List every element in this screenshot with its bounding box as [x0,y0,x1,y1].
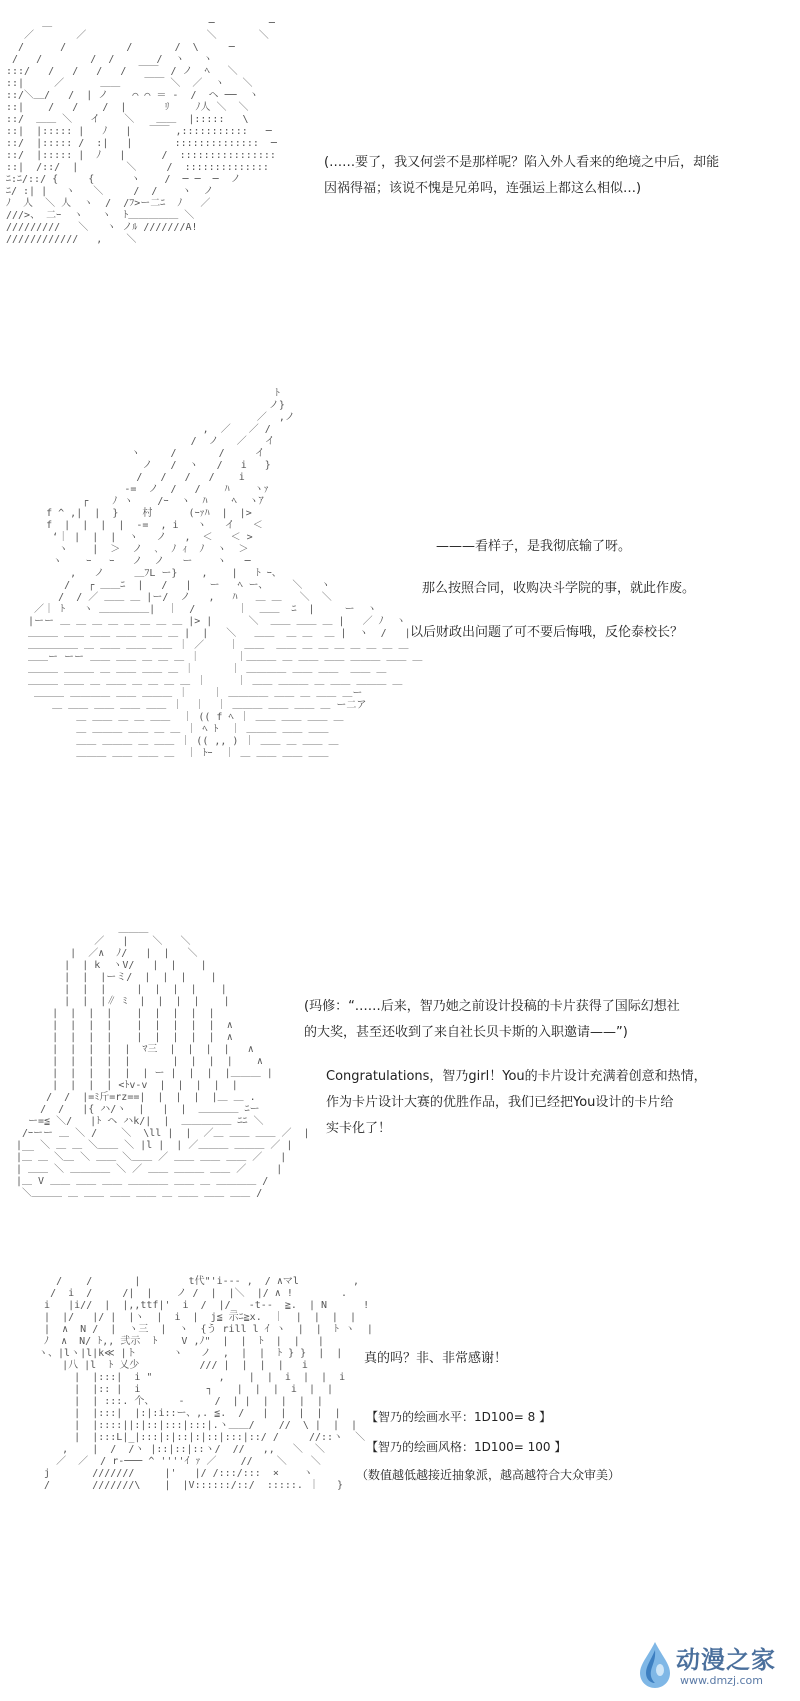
panel-1 [0,0,800,370]
dialogue-line: 实卡化了！ [326,1121,392,1136]
dialogue-line: 作为卡片设计大赛的优胜作品，我们已经把You设计的卡片给 [326,1095,674,1110]
dialogue-line: ———看样子，是我彻底输了呀。 [436,539,632,554]
stat-drawing-level: 【智乃的绘画水平：1D100= 8 】 [366,1410,552,1424]
dialogue-line: (……要了，我又何尝不是那样呢？陷入外人看来的绝境之中后，却能 [324,155,720,170]
stat-note: （数值越低越接近抽象派，越高越符合大众审美） [356,1468,621,1482]
water-drop-logo-icon [636,1640,674,1690]
dialogue-line: 那么按照合同，收购决斗学院的事，就此作废。 [422,581,696,596]
dialogue-line: 真的吗？非、非常感谢！ [364,1351,508,1366]
stat-drawing-style: 【智乃的绘画风格：1D100= 100 】 [366,1440,567,1454]
dialogue-line: 以后财政出问题了可不要后悔哦，反伦泰校长？ [410,625,684,640]
watermark-url: www.dmzj.com [680,1674,763,1687]
panel-3 [0,910,800,1260]
dialogue-line: 的大奖，甚至还收到了来自社长贝卡斯的入职邀请——”) [304,1025,628,1040]
ascii-art-character-3: ＿＿＿ ／ | ＼ ＼ | ／∧ ﾉ/ | | ＼ | | k ヽV/ | | | | | |ーミ/ | | | | | | | | | | | | | | |∥ ﾐ | | | | | | | | | | | | | | | | | | | | | | | ∧ | | | | | | | | | ∧ | | | | | ﾏ三 | | | | ∧ | | | | | | | | | ∧ | | | | | | ー | | | |＿＿＿ | | | | | <ﾄv-v | | | | | / / |=ﾐ斤=rz==| | | | |＿ ＿ . / / |{ ハ/ヽ | | | ＿＿＿＿ ﾆー ー=≦ ＼/ |ﾄ ヘ ハk/| | ＿＿＿＿＿ ﾆﾆ ＼ /ｰーー ＿ ＼ / ＼ \ll | | ／＿ ＿＿ ＿＿ ／ | |__ ＼ ＿ ＿ ＼＿＿ ＼ |l | | ／＿＿＿ ＿＿＿ ／ | |＿ ＿ ＼＿ ＼ ＿＿ ＼＿＿ ／ ＿＿ ＿＿ ＿＿ ／ | | ＿＿ ＼ ＿＿＿＿ ＼ ／ ＿＿ ＿＿＿ ＿＿ ／ | |＿ V ＿＿ ＿＿ ＿＿ ＿＿＿＿ ＿＿ ＿ ＿＿＿＿ / ＼＿＿＿ ＿ ＿＿ ＿＿ ＿＿ ＿ ＿＿ ＿＿ ＿＿ / [16,924,310,1199]
ascii-art-character-1: ＿ ─ ─ ／ ／ ＼ ＼ / / / / \ ─ / / / / / ヽ ヽ :::/ / / / / ￣￣ / ノ ﾍ ＼ ::| ／ ＿＿ ￣￣ ＼ ／ ヽ ＼ ::/＼＿/ / | ノ ⌒ ⌒ ＝ - / ヘ ── ヽ ::| / / / | ﾘ ﾉ人 ＼ ＼ ::/ ＿＿ ＼ イ ＼ ＿＿ |::::: \ ::| |::::: | ﾉ | ￣￣ ,::::::::::: ─ ::/ |::::: / :| | :::::::::::::: ─ ::/ |::::: | ﾉ | / :::::::::::::::: ::| /::/ | ＼ / :::::::::::::: ﾆ:ﾆ/::/ { { ヽ / ─ ─ ─ ノ ﾆ/ :| | ヽ ＼ / / ヽ ノ ﾉ 人 ＼ 人 ヽ / /ﾌ>ー二ﾆ ﾉ ／ ///>、 二ｰ ヽ ヽ ﾄ＿＿＿＿＿ ＼ ///////// ＼ ヽ ノﾙ ///////A! //////////// , ＼ (……要了，我又何尝不是那样呢？陷入外人看来的绝境之中后，却能 因祸得福；该说不愧是兄弟吗，连强运上都这么相似…) [6,18,720,245]
ascii-art-character-4: / / | t代"'i--‐ , / ∧マl , / i / /| | ノ / | |＼ |/ ∧ ! . i |i// | |,,ttf|' i / |/_ -t-- ≧. | N ! | |/ |/ | |ヽ | i | j≦ 示ﾆ≧x. ｜ | | | | | ∧ N / | ヽ三 | ヽ {う rill l ｲ ヽ | | ﾄ ヽ | ﾉ ∧ N/ ﾄ,, 弐示 ﾄ V ,ﾉ" | | ﾄ | | | ヽ、|lヽ|l|k≪ |ト ヽ ノ , | | ﾄ } } | | |八 |l ﾄ 乂少 /// | | | | i | |:::| i " , | | i | | i | |:: | i ┐ | | | i | | | | :::. 个、 ‐ / | | | | | | | |:::| |:|:i::ー、,. ≦. / | | | | | | |::::||:|::|:::|:::|.ヽ＿＿/ // \ | | | | |:::L|_|:::|:|::|:|::|:::|::/ / //::ヽ ＼ , | / /ヽ |::|::|::ヽ/ // ,, ＼ ＼ ／ ／ / r-─── ^ ''''ｲ ｧ ／ // ＼ ＼ j /////// |' |/ /:::/::: × ヽ / ///////\ | |V::::::/::/ :::::. ｜ } [38,1276,373,1491]
dialogue-line: (玛修：“……后来，智乃她之前设计投稿的卡片获得了国际幻想社 [304,999,680,1014]
dialogue-line: Congratulations，智乃girl！You的卡片设计充满着创意和热情， [326,1069,707,1084]
panel-2 [0,370,800,910]
watermark-logo [636,1638,796,1696]
ascii-art-character-2: ﾄ ノ} ／ ,ノ , ／ ／ / / ノ ／ イ ヽ / / イ ノ / ヽ / i } / / / / i -= ノ / / ﾊ ヽｧ ┌ ﾉ ヽ /ｰ ヽ ﾊ ﾍ ヽｱ f ^ ,| | } 村 (ｰｧﾊ | |> f | | | | -= , i ヽ イ ＜ ‘｜ | | | ヽ ノ , ＜ ＜ > ヽ | ＞ ノ ､ ﾉ ｨ ﾉ ヽ ＞ ヽ ｰ ｰ ノ ノ ー ヽ ─ , ノ ＿ﾌL ー} , | ﾄ ｰ、 / ┌ ＿＿ﾆ | / | ー ﾍ ー、 ＼ ヽ / / ／ ＿＿ ＿ |ー/ ノ , ﾊ ＿ ＿ ＼ ＼ ／｜ ﾄ ヽ ＿＿＿＿＿| ｜ / ｜ ＿＿ ﾆ | ー ヽ |ーー ＿ ＿ ＿ ＿ ＿ ＿ ＿ ＿ |> | ＼ ＿＿ ＿＿ ＿ | ／ ﾉ ヽ ＿＿＿ ＿＿ ＿＿ ＿＿ ＿＿ ＿ | | ＼ ＿＿ ＿ ＿ ＿ | ヽ / | ＿＿＿＿＿ ＿ ＿＿ ＿＿ ＿＿ ｜ ／ ｜ ＿＿ ＿＿ ＿ ＿ ＿ ＿ ＿ ＿ ＿ ＿＿ー ーー ＿＿ ＿＿ ＿ ＿ ＿ ｜ ｜＿＿＿ ＿ ＿＿ ＿＿ ＿＿＿ ＿＿ ＿ ＿＿＿ ＿＿＿ ＿ ＿＿ ＿＿ ＿ ｜ ｜ ＿＿＿＿ ＿＿ ＿＿ ＿＿ ＿ ＿＿＿ ＿＿ ＿ ＿＿ ＿ ＿ ＿ ＿ ｜ ｜ ＿＿ ＿＿＿ ＿ ＿＿ ＿＿＿ ＿ ＿＿＿ ＿＿＿＿ ＿＿ ＿＿＿ ｜ ｜ ＿＿＿＿ ＿＿ ＿ ＿＿ ＿ー ＿ ＿＿ ＿＿ ＿＿ ＿＿ ｜ ｜ ｜ ＿＿＿ ＿＿ ＿＿ ＿ ー二ア ＿ ＿＿ ＿ ＿ ＿＿ ｜ (( f ﾍ ｜ ＿＿ ＿＿ ＿＿ ＿ ＿ ＿＿＿ ＿＿ ＿ ＿ ｜ ﾍ ﾄ ｜ ＿＿＿ ＿＿ ＿＿ ＿＿ ＿＿＿ ＿ ＿＿ ｜ (( ,, ) ｜ ＿＿ ＿ ＿＿ ＿ ＿＿＿ ＿＿ ＿＿ ＿ ｜ ﾄｰ ｜ ＿ ＿＿ ＿＿ ＿＿ [28,388,423,759]
panel-4 [0,1260,800,1701]
dialogue-line: 因祸得福；该说不愧是兄弟吗，连强运上都这么相似…) [324,181,642,196]
watermark-brand: 动漫之家 [676,1646,776,1674]
